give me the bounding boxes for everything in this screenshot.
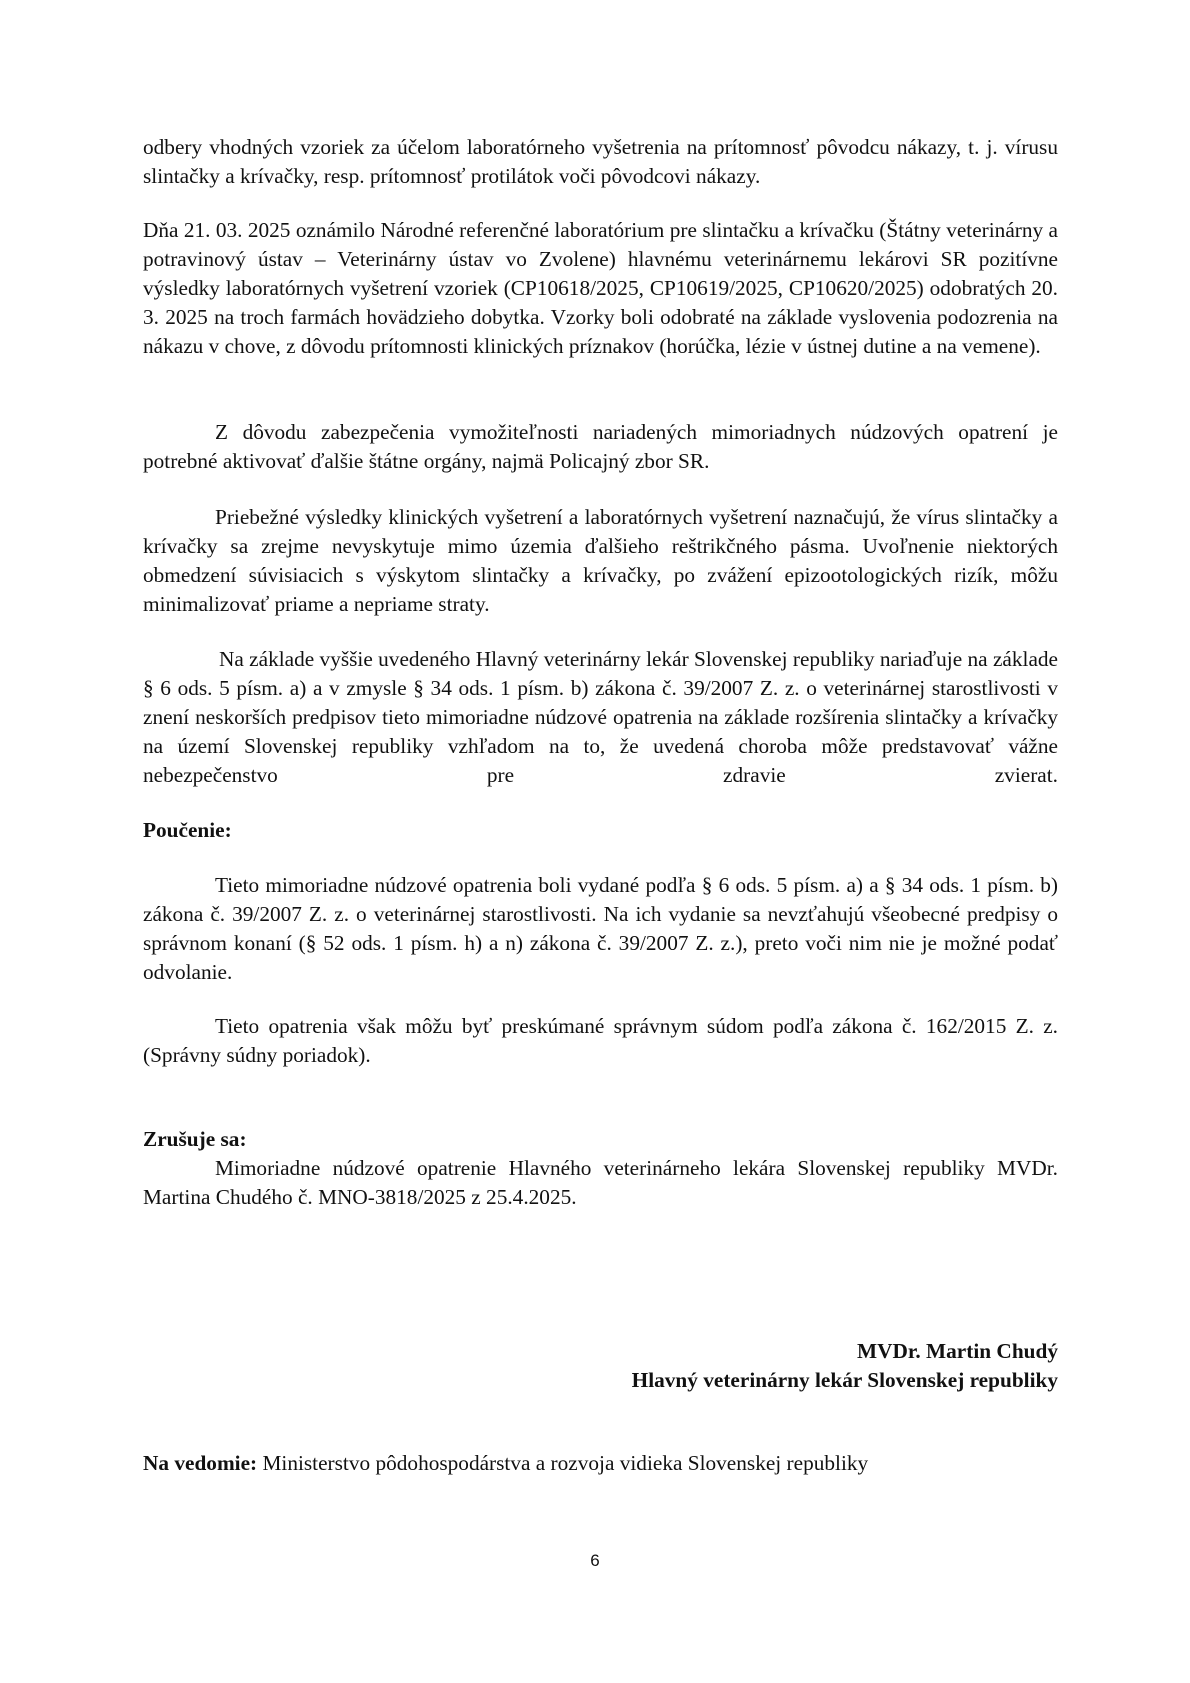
signature-name: MVDr. Martin Chudý — [857, 1339, 1058, 1363]
poucenie-paragraph-2: Tieto opatrenia však môžu byť preskúmané správnym súdom podľa zákona č. 162/2015 Z. z. (Správny súdny poriadok). — [143, 1014, 1058, 1067]
poucenie-paragraph-1: Tieto mimoriadne núdzové opatrenia boli vydané podľa § 6 ods. 5 písm. a) a § 34 ods. 1 písm. b) zákona č. 39/2007 Z. z. o veterinárnej starostlivosti. Na ich vydanie sa nevzťahujú všeobecné predpisy o správnom konaní (§ 52 ods. 1 písm. h) a n) zákona č. 39/2007 Z. z.), preto voči nim nie je možné podať odvolanie. — [143, 873, 1058, 984]
signature-block — [632, 1337, 1058, 1395]
na-vedomie — [143, 1449, 1058, 1478]
paragraph-lab-results: Dňa 21. 03. 2025 oznámilo Národné referenčné laboratórium pre slintačku a krívačku (Štátny veterinárny a potravinový ústav – Veterinárny ústav vo Zvolene) hlavnému veterinárnemu lekárovi SR pozitívne výsledky laboratórnych vyšetrení vzoriek (CP10618/2025, CP10619/2025, CP10620/2025) odobratých 20. 3. 2025 na troch farmách hovädzieho dobytka. Vzorky boli odobraté na základe vyslovenia podozrenia na nákazu v chove, z dôvodu prítomnosti klinických príznakov (horúčka, lézie v ústnej dutine a na vemene). — [143, 218, 1058, 358]
na-vedomie-text: Ministerstvo pôdohospodárstva a rozvoja vidieka Slovenskej republiky — [257, 1451, 869, 1475]
paragraph-order: Na základe vyššie uvedeného Hlavný veterinárny lekár Slovenskej republiky nariaďuje na základe § 6 ods. 5 písm. a) a v zmysle § 34 ods. 1 písm. b) zákona č. 39/2007 Z. z. o veterinárnej starostlivosti v znení neskorších predpisov tieto mimoriadne núdzové opatrenia na základe rozšírenia slintačky a krívačky na území Slovenskej republiky vzhľadom na to, že uvedená choroba môže predstavovať vážne nebezpečenstvo pre zdravie zvierat. — [143, 647, 1058, 787]
paragraph-enforcement: Z dôvodu zabezpečenia vymožiteľnosti nariadených mimoriadnych núdzových opatrení je potrebné aktivovať ďalšie štátne orgány, najmä Policajný zbor SR. — [143, 420, 1058, 473]
paragraph-sampling: odbery vhodných vzoriek za účelom laboratórneho vyšetrenia na prítomnosť pôvodcu nákazy, t. j. vírusu slintačky a krívačky, resp. prítomnosť protilátok voči pôvodcovi nákazy. — [143, 135, 1058, 188]
zrusuje-heading: Zrušuje sa: — [143, 1127, 247, 1151]
page-number: 6 — [590, 1551, 600, 1570]
na-vedomie-label: Na vedomie: — [143, 1451, 258, 1475]
paragraph-interim-results: Priebežné výsledky klinických vyšetrení a laboratórnych vyšetrení naznačujú, že vírus slintačky a krívačky sa zrejme nevyskytuje mimo územia ďalšieho reštrikčného pásma. Uvoľnenie niektorých obmedzení súvisiacich s výskytom slintačky a krívačky, po zvážení epizootologických rizík, môžu minimalizovať priame a nepriame straty. — [143, 505, 1058, 616]
poucenie-heading: Poučenie: — [143, 818, 232, 842]
signature-title: Hlavný veterinárny lekár Slovenskej republiky — [631, 1368, 1058, 1392]
zrusuje-text: Mimoriadne núdzové opatrenie Hlavného veterinárneho lekára Slovenskej republiky MVDr. Martina Chudého č. MNO-3818/2025 z 25.4.2025. — [143, 1156, 1058, 1209]
